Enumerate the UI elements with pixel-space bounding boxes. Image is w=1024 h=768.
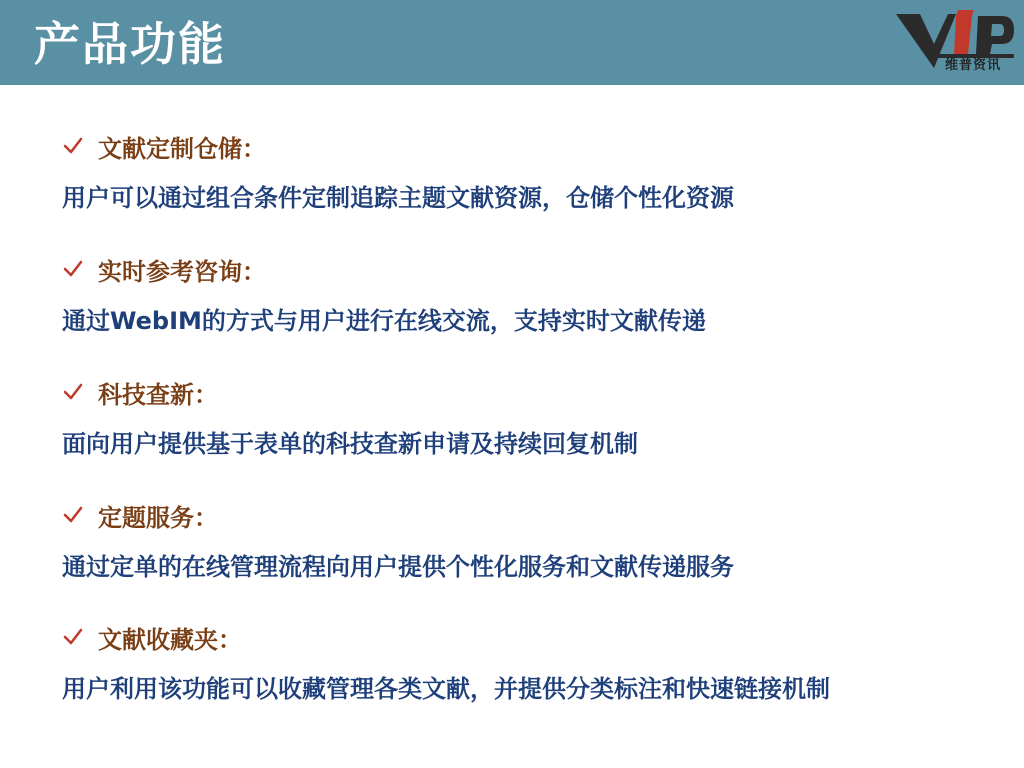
item-heading-row [62, 253, 266, 285]
checkmark-icon [62, 135, 84, 157]
item-description: 用户利用该功能可以收藏管理各类文献，并提供分类标注和快速链接机制 [62, 675, 830, 703]
item-heading: 文献收藏夹： [98, 625, 242, 654]
checkmark-icon [62, 381, 84, 403]
page-title: 产品功能 [34, 17, 226, 71]
title-bar [0, 0, 1024, 85]
item-heading-row [62, 130, 266, 162]
item-heading-row [62, 621, 242, 653]
list-item [0, 499, 1024, 609]
item-description: 面向用户提供基于表单的科技查新申请及持续回复机制 [62, 430, 638, 458]
item-heading: 实时参考咨询： [98, 257, 266, 286]
item-heading-row [62, 499, 218, 531]
list-item [0, 376, 1024, 486]
checkmark-icon [62, 504, 84, 526]
list-item [0, 621, 1024, 731]
item-heading-row [62, 376, 218, 408]
list-item [0, 253, 1024, 363]
item-description: 通过WebIM的方式与用户进行在线交流，支持实时文献传递 [62, 307, 706, 335]
item-description: 用户可以通过组合条件定制追踪主题文献资源，仓储个性化资源 [62, 184, 734, 212]
item-heading: 科技查新： [98, 380, 218, 409]
item-heading: 定题服务： [98, 503, 218, 532]
checkmark-icon [62, 258, 84, 280]
item-description: 通过定单的在线管理流程向用户提供个性化服务和文献传递服务 [62, 553, 734, 581]
checkmark-icon [62, 626, 84, 648]
item-heading: 文献定制仓储： [98, 134, 266, 163]
logo-caption: 维普资讯 [945, 58, 1002, 73]
list-item [0, 130, 1024, 240]
